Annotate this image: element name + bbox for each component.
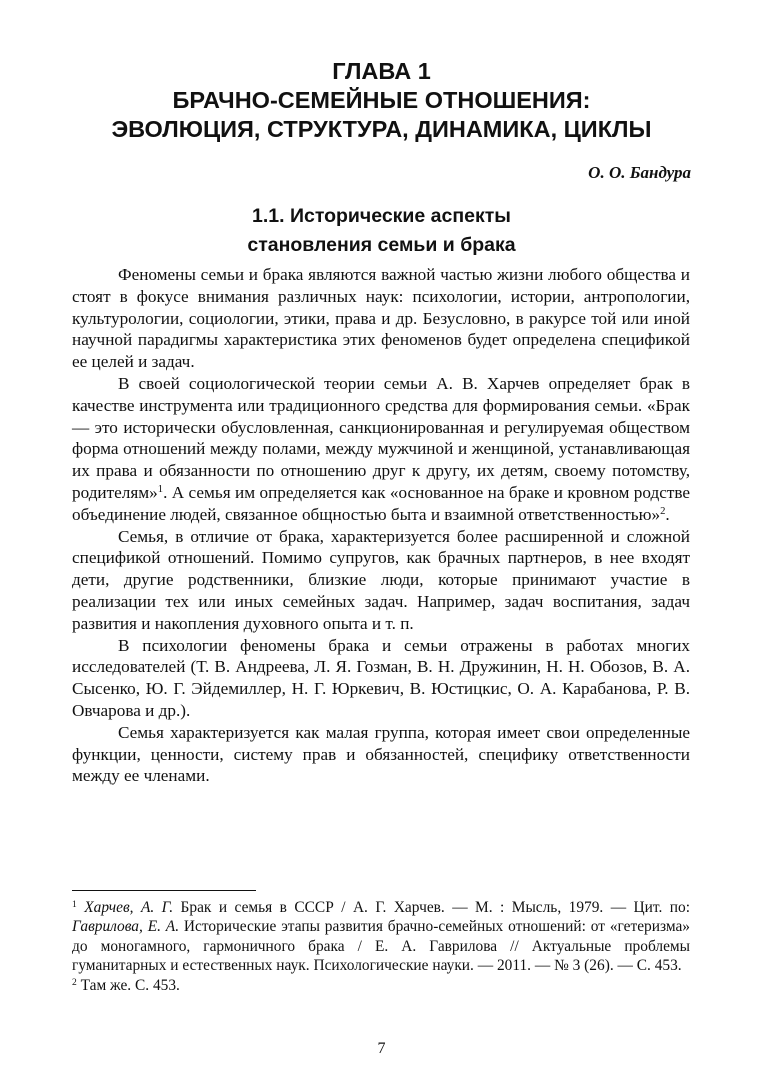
footnote-divider xyxy=(72,890,256,891)
footnote-2-mark: 2 xyxy=(72,976,77,988)
footnote-ref-1[interactable]: 1 xyxy=(157,484,164,496)
paragraph-2-text-c: . xyxy=(665,504,670,524)
chapter-heading xyxy=(60,57,703,144)
footnote-1-author-b: Гаврилова, Е. А. xyxy=(72,918,180,936)
body-text xyxy=(72,264,690,787)
footnotes xyxy=(72,898,690,995)
footnote-2-text: Там же. С. 453. xyxy=(76,976,180,994)
footnote-1 xyxy=(72,898,690,976)
footnote-1-text-b: Исторические этапы развития брачно-семейных отношений: от «гетеризма» до моногамного, гармоничного брака / Е. А. Гаврилова // Актуальные проблемы гуманитарных и естественных наук. Психологические науки. — 2011. — № 3 (26). — С. 453. xyxy=(72,918,690,975)
footnote-1-mark: 1 xyxy=(72,898,77,910)
paragraph-2 xyxy=(72,373,690,526)
paragraph-2-text-a: В своей социологической теории семьи А. В. Харчев определяет брак в качестве инструмента или традиционного средства для формирования семьи. «Брак — это исторически обусловленная, санкционированная и регулируемая обществом форма отношений между полами, между мужчиной и женщиной, устанавливающая их права и обязанности по отношению друг к другу, их детям, своему потомству, родителям» xyxy=(72,373,690,502)
paragraph-5: Семья характеризуется как малая группа, которая имеет свои определенные функции, ценности, систему прав и обязанностей, специфику ответственности между ее членами. xyxy=(72,722,690,786)
page-number: 7 xyxy=(377,1040,386,1057)
paragraph-3: Семья, в отличие от брака, характеризуется более расширенной и сложной спецификой отношений. Помимо супругов, как брачных партнеров, в нее входят дети, другие родственники, близкие люди, которые принимают участие в реализации тех или иных семейных задач. Например, задач воспитания, задач развития и накопления духовного опыта и т. п. xyxy=(72,526,690,633)
paragraph-2-text-b: . А семья им определяется как «основанное на браке и кровном родстве объединение людей, связанное общностью быта и взаимной ответственностью» xyxy=(72,482,690,524)
chapter-title-line-2: ЭВОЛЮЦИЯ, СТРУКТУРА, ДИНАМИКА, ЦИКЛЫ xyxy=(111,116,652,142)
section-heading xyxy=(60,202,703,260)
footnote-1-author-a: Харчев, А. Г. xyxy=(84,899,174,916)
paragraph-1: Феномены семьи и брака являются важной частью жизни любого общества и стоят в фокусе внимания различных наук: психологии, истории, антропологии, культурологии, социологии, этики, права и др. Безусловно, в ракурсе той или иной научной парадигмы характеристика этих феноменов будет определена спецификой ее целей и задач. xyxy=(72,265,690,372)
author-name: О. О. Бандура xyxy=(588,163,691,182)
section-title-line-2: становления семьи и брака xyxy=(247,234,516,256)
footnote-ref-2[interactable]: 2 xyxy=(660,505,666,517)
chapter-title-line-1: БРАЧНО-СЕМЕЙНЫЕ ОТНОШЕНИЯ: xyxy=(172,87,591,113)
chapter-label: ГЛАВА 1 xyxy=(332,58,431,84)
section-title-line-1: 1.1. Исторические аспекты xyxy=(252,205,511,227)
footnote-1-text-a: Брак и семья в СССР / А. Г. Харчев. — М. : Мысль, 1979. — Цит. по: xyxy=(173,899,690,916)
paragraph-4: В психологии феномены брака и семьи отражены в работах многих исследователей (Т. В. Андреева, Л. Я. Гозман, В. Н. Дружинин, Н. Н. Обозов, В. А. Сысенко, Ю. Г. Эйдемиллер, Н. Г. Юркевич, В. Юстицкис, О. А. Карабанова, Р. В. Овчарова и др.). xyxy=(72,635,690,720)
footnote-2 xyxy=(72,976,690,995)
